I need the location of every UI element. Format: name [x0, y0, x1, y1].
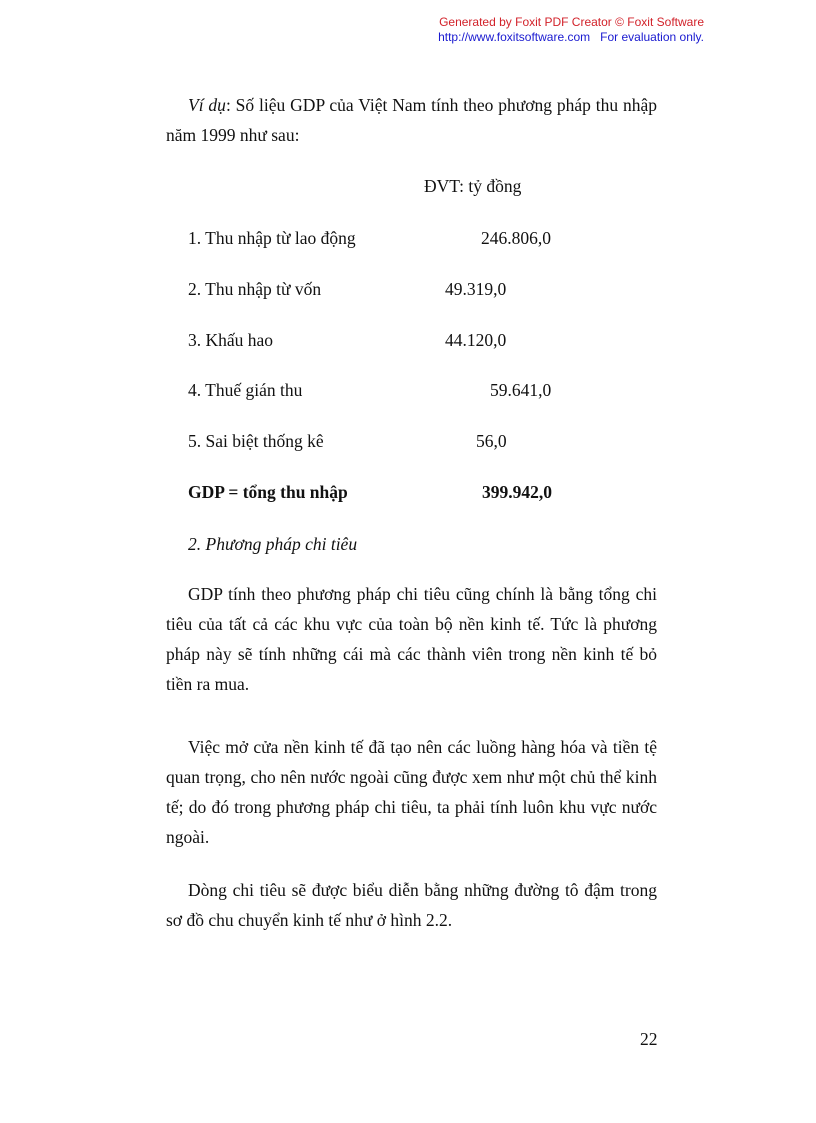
- table-row-label: 4. Thuế gián thu: [188, 380, 303, 400]
- intro-label: Ví dụ: [188, 95, 226, 115]
- foxit-watermark: [438, 15, 704, 45]
- table-row-value: 246.806,0: [481, 228, 551, 248]
- body-paragraph: Dòng chi tiêu sẽ được biểu diễn bằng những đường tô đậm trong sơ đồ chu chuyển kinh tế như ở hình 2.2.: [166, 880, 657, 930]
- section-heading: 2. Phương pháp chi tiêu: [188, 534, 358, 554]
- watermark-line2: [438, 30, 704, 45]
- intro-paragraph: [166, 90, 657, 150]
- body-paragraph: GDP tính theo phương pháp chi tiêu cũng chính là bằng tổng chi tiêu của tất cả các khu vực của toàn bộ nền kinh tế. Tức là phương pháp này sẽ tính những cái mà các thành viên trong nền kinh tế bỏ tiền ra mua.: [166, 584, 657, 694]
- table-row-value: 59.641,0: [490, 380, 552, 400]
- table-total-label: GDP = tổng thu nhập: [188, 482, 348, 502]
- table-row-value: 44.120,0: [445, 330, 507, 350]
- table-row-value: 56,0: [476, 431, 507, 451]
- watermark-line1: Generated by Foxit PDF Creator © Foxit Software: [439, 15, 704, 29]
- table-total-value: 399.942,0: [482, 482, 552, 502]
- watermark-url[interactable]: http://www.foxitsoftware.com: [438, 30, 591, 44]
- watermark-note: For evaluation only.: [600, 30, 704, 44]
- page-number: 22: [640, 1029, 658, 1049]
- table-row-label: 1. Thu nhập từ lao động: [188, 228, 356, 248]
- unit-label: ĐVT: tỷ đồng: [424, 176, 522, 196]
- table-row-label: 3. Khấu hao: [188, 330, 274, 350]
- table-row-label: 2. Thu nhập từ vốn: [188, 279, 322, 299]
- table-row-value: 49.319,0: [445, 279, 507, 299]
- table-row-label: 5. Sai biệt thống kê: [188, 431, 324, 451]
- body-paragraph: Việc mở cửa nền kinh tế đã tạo nên các luồng hàng hóa và tiền tệ quan trọng, cho nên nước ngoài cũng được xem như một chủ thể kinh tế; do đó trong phương pháp chi tiêu, ta phải tính luôn khu vực nước ngoài.: [166, 737, 657, 847]
- intro-text: : Số liệu GDP của Việt Nam tính theo phương pháp thu nhập năm 1999 như sau:: [166, 95, 657, 145]
